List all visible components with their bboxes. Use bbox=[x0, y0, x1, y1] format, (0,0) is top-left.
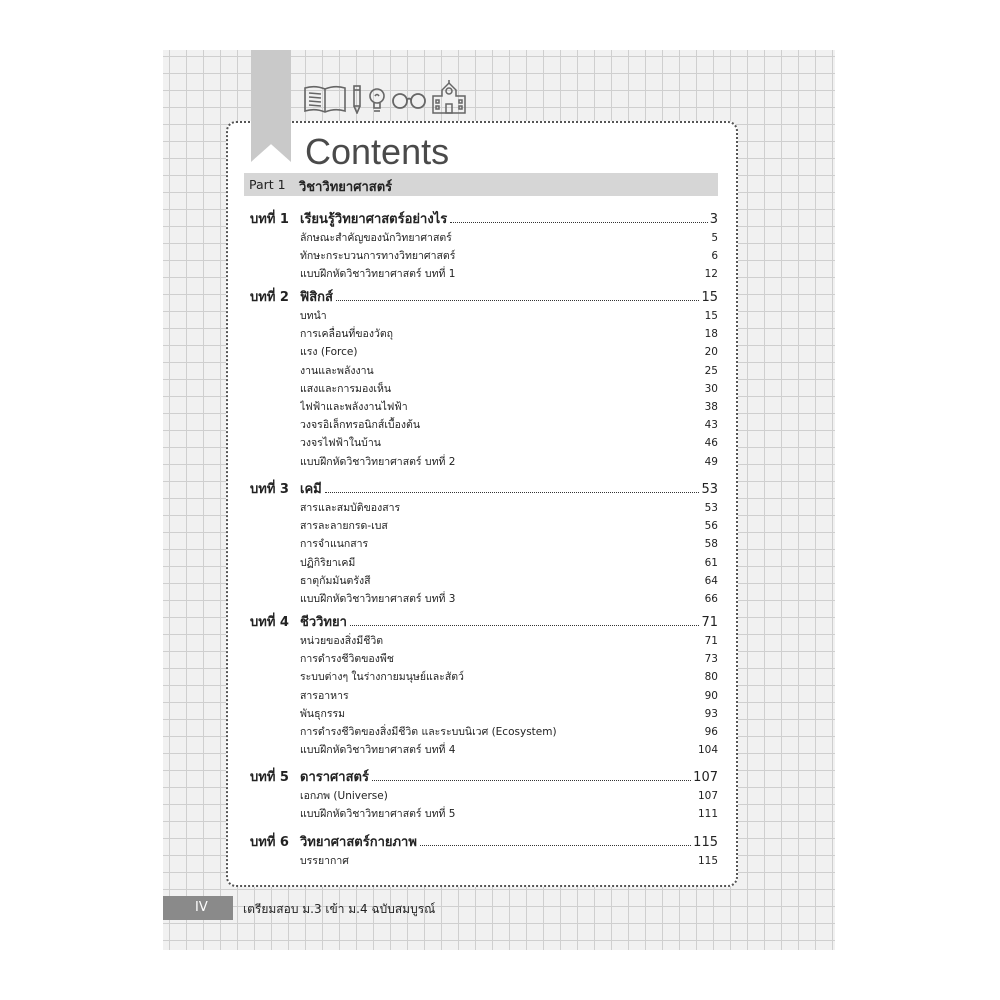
chapter-title: วิทยาศาสตร์กายภาพ bbox=[300, 835, 417, 850]
chapter-label: บทที่ 6 bbox=[250, 835, 289, 850]
chapter-entry bbox=[300, 478, 718, 499]
toc-item-page: 104 bbox=[697, 744, 718, 757]
dot-leader bbox=[336, 300, 700, 301]
toc-item bbox=[300, 723, 718, 740]
toc-item-title: แสงและการมองเห็น bbox=[300, 382, 392, 395]
toc-item-page: 5 bbox=[711, 232, 718, 244]
toc-item-title: ปฏิกิริยาเคมี bbox=[300, 556, 356, 569]
toc-item-page: 66 bbox=[704, 593, 718, 605]
toc-item-page: 18 bbox=[704, 328, 718, 341]
toc-item-title: วงจรอิเล็กทรอนิกส์เบื้องต้น bbox=[300, 419, 420, 432]
toc-item-title: สารละลายกรด-เบส bbox=[300, 520, 388, 533]
toc-item bbox=[300, 398, 718, 415]
toc-item-title: แรง (Force) bbox=[300, 346, 358, 359]
toc-item-page: 30 bbox=[704, 382, 718, 395]
glasses-icon bbox=[391, 84, 427, 114]
toc-item-page: 12 bbox=[704, 268, 718, 281]
page-number: IV bbox=[195, 900, 208, 915]
toc-item bbox=[300, 229, 718, 246]
chapter-title: ฟิสิกส์ bbox=[300, 290, 333, 305]
toc-item bbox=[300, 517, 718, 534]
toc-item-page: 46 bbox=[704, 437, 718, 450]
chapter-title: เรียนรู้วิทยาศาสตร์อย่างไร bbox=[300, 212, 448, 227]
chapter-page: 53 bbox=[701, 482, 718, 497]
toc-item bbox=[300, 741, 718, 758]
chapter-label: บทที่ 5 bbox=[250, 770, 289, 785]
chapter-title: ชีววิทยา bbox=[300, 615, 347, 630]
toc-item bbox=[300, 343, 718, 360]
toc-item-title: งานและพลังงาน bbox=[300, 364, 374, 377]
toc-item-page: 15 bbox=[704, 310, 718, 322]
toc-item-page: 56 bbox=[704, 520, 718, 533]
chapter-title: เคมี bbox=[300, 482, 322, 497]
toc-item-title: ทักษะกระบวนการทางวิทยาศาสตร์ bbox=[300, 250, 456, 263]
toc-item-title: ธาตุกัมมันตรังสี bbox=[300, 574, 371, 587]
chapter-entry bbox=[300, 611, 718, 632]
part-title: วิชาวิทยาศาสตร์ bbox=[299, 180, 393, 195]
toc-item-title: บรรยากาศ bbox=[300, 855, 349, 867]
chapter-entry bbox=[300, 208, 718, 229]
part-number: Part 1 bbox=[249, 177, 286, 192]
toc-item bbox=[300, 380, 718, 397]
chapter-page: 107 bbox=[693, 770, 718, 785]
toc-item bbox=[300, 705, 718, 722]
chapter-entry bbox=[300, 831, 718, 852]
toc-item-page: 90 bbox=[704, 689, 718, 702]
toc-item-title: แบบฝึกหัดวิชาวิทยาศาสตร์ บทที่ 5 bbox=[300, 808, 456, 821]
toc-item-page: 43 bbox=[704, 419, 718, 432]
dot-leader bbox=[450, 222, 708, 223]
toc-item bbox=[300, 554, 718, 571]
chapter-title: ดาราศาสตร์ bbox=[300, 770, 369, 785]
toc-item bbox=[300, 499, 718, 516]
toc-item bbox=[300, 434, 718, 451]
chapter-entry bbox=[300, 286, 718, 307]
toc-item bbox=[300, 650, 718, 667]
toc-item-page: 71 bbox=[704, 635, 718, 647]
toc-item-title: การจำแนกสาร bbox=[300, 538, 369, 551]
chapter-label: บทที่ 2 bbox=[250, 290, 289, 305]
toc-item bbox=[300, 852, 718, 869]
toc-item-title: สารอาหาร bbox=[300, 689, 349, 702]
toc-item bbox=[300, 687, 718, 704]
chapter-entry bbox=[300, 766, 718, 787]
toc-item bbox=[300, 265, 718, 282]
toc-item bbox=[300, 453, 718, 470]
toc-item-page: 38 bbox=[704, 401, 718, 413]
light-bulb-icon bbox=[367, 84, 387, 114]
chapter-page: 71 bbox=[701, 615, 718, 630]
toc-item-title: การดำรงชีวิตของสิ่งมีชีวิต และระบบนิเวศ (Ecosystem) bbox=[300, 726, 557, 738]
toc-item-title: หน่วยของสิ่งมีชีวิต bbox=[300, 635, 384, 647]
toc-item-title: แบบฝึกหัดวิชาวิทยาศาสตร์ บทที่ 3 bbox=[300, 593, 456, 605]
toc-item-page: 80 bbox=[704, 671, 718, 684]
toc-item-page: 25 bbox=[704, 364, 718, 377]
toc-item-title: แบบฝึกหัดวิชาวิทยาศาสตร์ บทที่ 4 bbox=[300, 744, 456, 757]
toc-item-title: วงจรไฟฟ้าในบ้าน bbox=[300, 437, 381, 450]
toc-item-page: 111 bbox=[697, 808, 718, 821]
toc-item-title: ลักษณะสำคัญของนักวิทยาศาสตร์ bbox=[300, 232, 452, 244]
toc-item-title: แบบฝึกหัดวิชาวิทยาศาสตร์ บทที่ 1 bbox=[300, 268, 456, 281]
dot-leader bbox=[372, 780, 691, 781]
toc-item bbox=[300, 307, 718, 324]
toc-item bbox=[300, 787, 718, 804]
decorative-icons bbox=[303, 80, 467, 114]
toc-item bbox=[300, 572, 718, 589]
toc-item bbox=[300, 325, 718, 342]
toc-item-title: ระบบต่างๆ ในร่างกายมนุษย์และสัตว์ bbox=[300, 671, 464, 684]
toc-item-page: 20 bbox=[704, 346, 718, 359]
toc-item bbox=[300, 668, 718, 685]
chapter-label: บทที่ 3 bbox=[250, 482, 289, 497]
toc-item-title: การดำรงชีวิตของพืช bbox=[300, 653, 394, 666]
toc-item-page: 53 bbox=[704, 502, 718, 514]
toc-item-title: บทนำ bbox=[300, 310, 327, 322]
toc-item-page: 107 bbox=[697, 790, 718, 802]
toc-item bbox=[300, 535, 718, 552]
toc-item-page: 96 bbox=[704, 726, 718, 738]
toc-item bbox=[300, 247, 718, 264]
toc-item-title: พันธุกรรม bbox=[300, 707, 346, 720]
toc-item-page: 73 bbox=[704, 653, 718, 666]
toc-item bbox=[300, 416, 718, 433]
toc-item-page: 61 bbox=[704, 556, 718, 569]
toc-item-page: 58 bbox=[704, 538, 718, 551]
chapter-page: 15 bbox=[701, 290, 718, 305]
chapter-label: บทที่ 4 bbox=[250, 615, 289, 630]
toc-item-page: 115 bbox=[697, 855, 718, 867]
toc-item-page: 93 bbox=[704, 707, 718, 720]
toc-item bbox=[300, 362, 718, 379]
toc-item-page: 49 bbox=[704, 455, 718, 468]
dot-leader bbox=[420, 845, 691, 846]
chapter-label: บทที่ 1 bbox=[250, 212, 289, 227]
toc-item bbox=[300, 805, 718, 822]
open-book-icon bbox=[303, 84, 347, 114]
dot-leader bbox=[350, 625, 700, 626]
toc-item-title: ไฟฟ้าและพลังงานไฟฟ้า bbox=[300, 401, 408, 413]
toc-item-page: 6 bbox=[711, 250, 718, 263]
toc-item bbox=[300, 632, 718, 649]
part-header bbox=[244, 173, 718, 196]
book-title: เตรียมสอบ ม.3 เข้า ม.4 ฉบับสมบูรณ์ bbox=[243, 902, 436, 916]
chapter-page: 115 bbox=[693, 835, 718, 850]
toc-item-page: 64 bbox=[704, 574, 718, 587]
page-title: Contents bbox=[305, 131, 450, 172]
toc-item bbox=[300, 590, 718, 607]
chapter-page: 3 bbox=[709, 212, 718, 227]
toc-item-title: เอกภพ (Universe) bbox=[300, 790, 388, 802]
dot-leader bbox=[325, 492, 700, 493]
school-building-icon bbox=[431, 80, 467, 114]
toc-item-title: แบบฝึกหัดวิชาวิทยาศาสตร์ บทที่ 2 bbox=[300, 455, 456, 468]
toc-item-title: สารและสมบัติของสาร bbox=[300, 502, 401, 514]
pencil-icon bbox=[351, 84, 363, 114]
toc-item-title: การเคลื่อนที่ของวัตถุ bbox=[300, 328, 394, 341]
